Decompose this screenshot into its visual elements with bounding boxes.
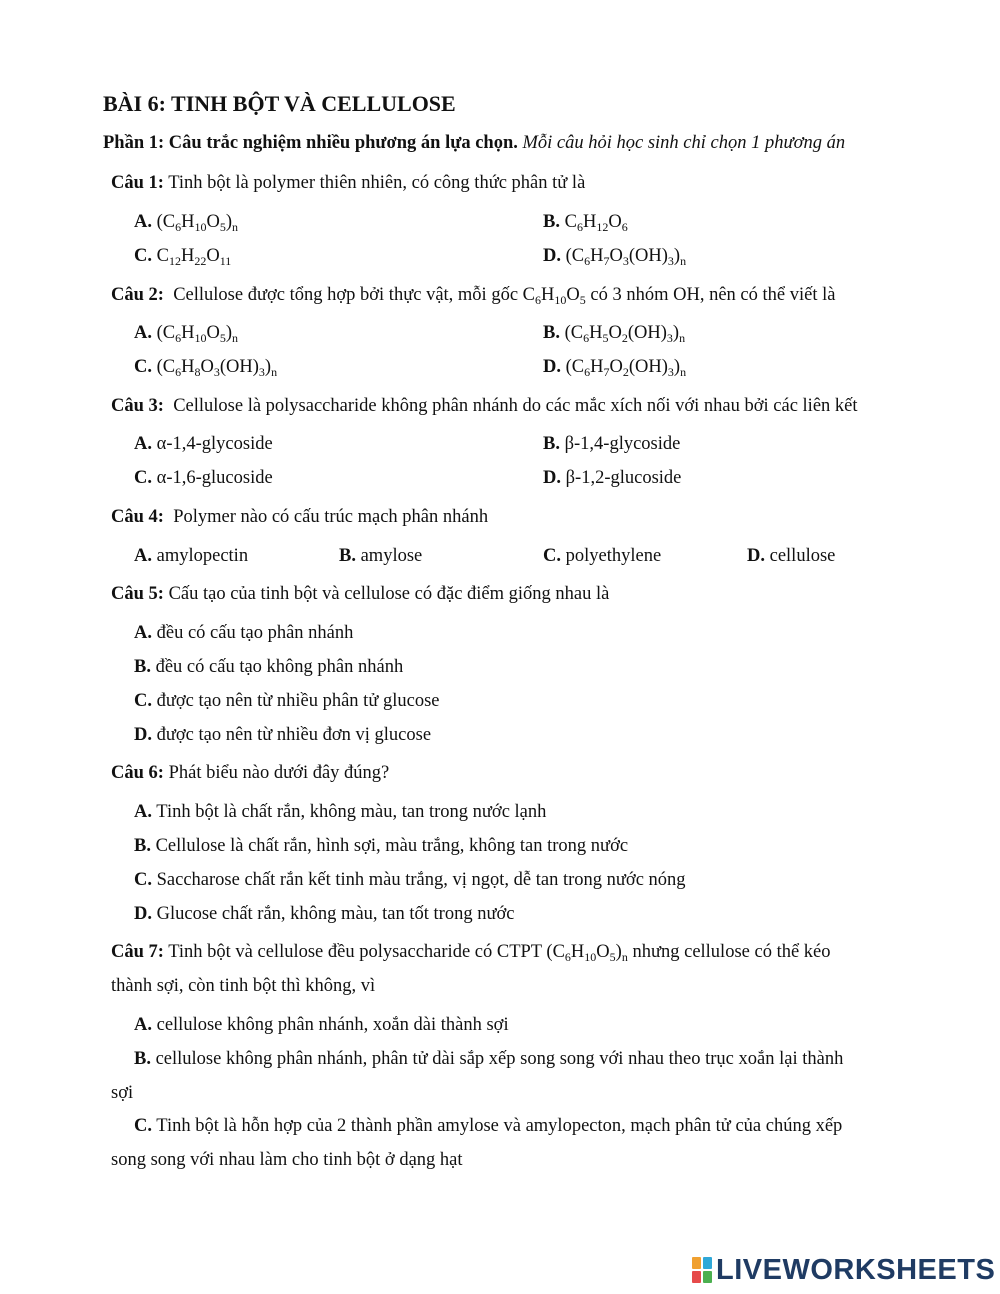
question-6 <box>111 762 389 784</box>
option-text: đều có cấu tạo phân nhánh <box>156 623 354 643</box>
part1-label: Phần 1: Câu trắc nghiệm nhiều phương án lựa chọn. <box>103 133 518 153</box>
option-letter: A. <box>134 434 152 454</box>
option-letter: A. <box>134 212 152 232</box>
question-text-continued: có 3 nhóm OH, nên có thể viết là <box>590 285 836 305</box>
q2-option-d[interactable]: D. $(C_6H_7O_2(OH)_3)_n$ <box>543 357 687 379</box>
question-label: Câu 3: <box>111 396 164 416</box>
option-text: đều có cấu tạo không phân nhánh <box>155 657 404 677</box>
question-4 <box>111 506 488 528</box>
q1-option-d[interactable]: D. $(C_6H_7O_3(OH)_3)_n$ <box>543 246 687 268</box>
option-text: polyethylene <box>565 546 662 566</box>
option-letter: D. <box>134 904 152 924</box>
option-text: Saccharose chất rắn kết tinh màu trắng, vị ngọt, dễ tan trong nước nóng <box>156 870 686 890</box>
option-letter: B. <box>543 434 560 454</box>
option-text: cellulose không phân nhánh, xoắn dài thành sợi <box>156 1015 509 1035</box>
question-1 <box>111 172 585 194</box>
option-letter: B. <box>543 323 560 343</box>
option-text: Cellulose là chất rắn, hình sợi, màu trắng, không tan trong nước <box>155 836 629 856</box>
option-letter: D. <box>134 725 152 745</box>
question-text: Cấu tạo của tinh bột và cellulose có đặc điểm giống nhau là <box>168 584 610 604</box>
option-letter: D. <box>543 468 561 488</box>
option-text: cellulose <box>769 546 836 566</box>
option-letter: C. <box>134 246 152 266</box>
option-letter: B. <box>339 546 356 566</box>
q3-option-b[interactable] <box>543 433 680 455</box>
option-letter: A. <box>134 623 152 643</box>
option-text: Tinh bột là hỗn hợp của 2 thành phần amylose và amylopecton, mạch phân tử của chúng xếp <box>156 1116 843 1136</box>
option-text: β-1,4-glycoside <box>564 434 681 454</box>
liveworksheets-logo <box>692 1255 995 1285</box>
q4-option-a[interactable] <box>134 545 248 567</box>
q4-option-c[interactable] <box>543 545 661 567</box>
question-2: Câu 2: Cellulose được tổng hợp bởi thực vật, mỗi gốc $C_6H_{10}O_5$ có 3 nhóm OH, nên có thể viết là <box>111 285 836 307</box>
option-letter: B. <box>543 212 560 232</box>
q7-option-b[interactable] <box>134 1048 843 1070</box>
q1-option-b[interactable]: B. $C_6H_{12}O_6$ <box>543 212 628 234</box>
part1-heading <box>103 132 845 154</box>
option-letter: A. <box>134 1015 152 1035</box>
option-letter: D. <box>543 246 561 266</box>
option-text: amylose <box>360 546 423 566</box>
option-letter: B. <box>134 1049 151 1069</box>
q6-option-d[interactable] <box>134 903 514 925</box>
option-text: Tinh bột là chất rắn, không màu, tan trong nước lạnh <box>156 802 547 822</box>
question-3 <box>111 395 858 417</box>
question-text: Cellulose được tổng hợp bởi thực vật, mỗi gốc <box>173 285 519 305</box>
q3-option-c[interactable] <box>134 467 273 489</box>
q1-option-a[interactable]: A. $(C_6H_{10}O_5)_n$ <box>134 212 239 234</box>
option-letter: C. <box>134 468 152 488</box>
question-label: Câu 7: <box>111 942 164 962</box>
q5-option-c[interactable] <box>134 690 440 712</box>
option-letter: B. <box>134 836 151 856</box>
question-text: Polymer nào có cấu trúc mạch phân nhánh <box>173 507 489 527</box>
option-letter: C. <box>134 1116 152 1136</box>
q7-option-c[interactable] <box>134 1115 842 1137</box>
question-7-line2: thành sợi, còn tinh bột thì không, vì <box>111 976 376 996</box>
question-label: Câu 2: <box>111 285 164 305</box>
q2-option-c[interactable]: C. $(C_6H_8O_3(OH)_3)_n$ <box>134 357 278 379</box>
question-5 <box>111 583 609 605</box>
option-text: được tạo nên từ nhiều đơn vị glucose <box>156 725 432 745</box>
q6-option-b[interactable] <box>134 835 628 857</box>
question-text: Tinh bột và cellulose đều polysaccharide có CTPT <box>168 942 542 962</box>
question-7: Câu 7: Tinh bột và cellulose đều polysaccharide có CTPT $(C_6H_{10}O_5)_n$ nhưng cellulose có thể kéo <box>111 942 831 964</box>
q6-option-a[interactable] <box>134 801 546 823</box>
q3-option-a[interactable] <box>134 433 273 455</box>
option-letter: D. <box>747 546 765 566</box>
logo-text: LIVEWORKSHEETS <box>716 1253 996 1286</box>
question-label: Câu 1: <box>111 173 164 193</box>
option-letter: A. <box>134 323 152 343</box>
option-letter: C. <box>543 546 561 566</box>
part1-note: Mỗi câu hỏi học sinh chỉ chọn 1 phương án <box>522 133 846 153</box>
option-letter: C. <box>134 357 152 377</box>
option-letter: D. <box>543 357 561 377</box>
question-label: Câu 5: <box>111 584 164 604</box>
q6-option-c[interactable] <box>134 869 686 891</box>
q5-option-d[interactable] <box>134 724 431 746</box>
question-label: Câu 4: <box>111 507 164 527</box>
logo-icon <box>692 1257 712 1283</box>
q7-option-c-line2: song song với nhau làm cho tinh bột ở dạng hạt <box>111 1150 463 1170</box>
option-text: amylopectin <box>156 546 249 566</box>
q1-option-c[interactable]: C. $C_{12}H_{22}O_{11}$ <box>134 246 232 268</box>
q7-option-b-line2: sợi <box>111 1083 134 1103</box>
option-letter: A. <box>134 802 152 822</box>
option-letter: C. <box>134 691 152 711</box>
question-text-continued: nhưng cellulose có thể kéo <box>632 942 831 962</box>
q3-option-d[interactable] <box>543 467 681 489</box>
option-text: Glucose chất rắn, không màu, tan tốt trong nước <box>156 904 515 924</box>
option-text: được tạo nên từ nhiều phân tử glucose <box>156 691 440 711</box>
question-text: Tinh bột là polymer thiên nhiên, có công thức phân tử là <box>168 173 586 193</box>
option-text: α-1,4-glycoside <box>156 434 273 454</box>
option-letter: B. <box>134 657 151 677</box>
option-text: cellulose không phân nhánh, phân tử dài sắp xếp song song với nhau theo trục xoắn lại thành <box>155 1049 844 1069</box>
q2-option-b[interactable]: B. $(C_6H_5O_2(OH)_3)_n$ <box>543 323 686 345</box>
option-letter: A. <box>134 546 152 566</box>
q7-option-a[interactable] <box>134 1014 509 1036</box>
option-letter: C. <box>134 870 152 890</box>
worksheet-title: BÀI 6: TINH BỘT VÀ CELLULOSE <box>103 91 456 116</box>
option-text: α-1,6-glucoside <box>156 468 273 488</box>
q2-option-a[interactable]: A. $(C_6H_{10}O_5)_n$ <box>134 323 239 345</box>
question-text: Phát biểu nào dưới đây đúng? <box>168 763 390 783</box>
q5-option-b[interactable] <box>134 656 403 678</box>
q4-option-b[interactable] <box>339 545 422 567</box>
question-label: Câu 6: <box>111 763 164 783</box>
q4-option-d[interactable] <box>747 545 835 567</box>
question-text: Cellulose là polysaccharide không phân nhánh do các mắc xích nối với nhau bởi các liên kết <box>173 396 858 416</box>
q5-option-a[interactable] <box>134 622 353 644</box>
option-text: β-1,2-glucoside <box>565 468 682 488</box>
